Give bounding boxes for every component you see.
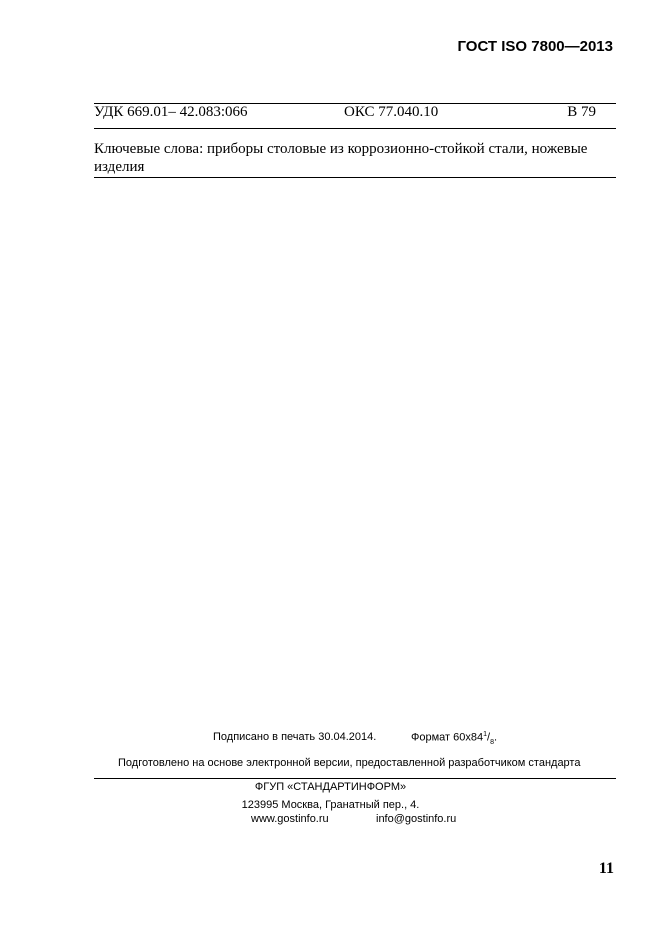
oks-code: ОКС 77.040.10 [344,104,439,120]
paper-format: Формат $60х84^1/_8$. [411,731,498,746]
imprint-rule [94,778,616,779]
category-code: В 79 [567,104,596,120]
classification-top-rule [94,103,616,104]
publisher-name: ФГУП «СТАНДАРТИНФОРМ» [254,781,407,793]
keywords-bottom-rule [94,177,616,178]
publisher-website: www.gostinfo.ru [251,813,329,825]
signed-date: Подписано в печать 30.04.2014. [213,731,377,743]
page-number: 11 [598,860,614,877]
prepared-note: Подготовлено на основе электронной версии, предоставленной разработчиком стандарта [118,757,581,769]
document-header-id: ГОСТ ISO 7800—2013 [457,38,613,55]
publisher-address: 123995 Москва, Гранатный пер., 4. [241,799,420,811]
classification-bottom-rule [94,128,616,129]
publisher-email: info@gostinfo.ru [376,813,457,825]
udk-code: УДК 669.01– 42.083:066 [94,104,248,120]
classification-row [94,104,614,124]
keywords-text: Ключевые слова: приборы столовые из коррозионно-стойкой стали, ножевые изделия [94,141,588,175]
